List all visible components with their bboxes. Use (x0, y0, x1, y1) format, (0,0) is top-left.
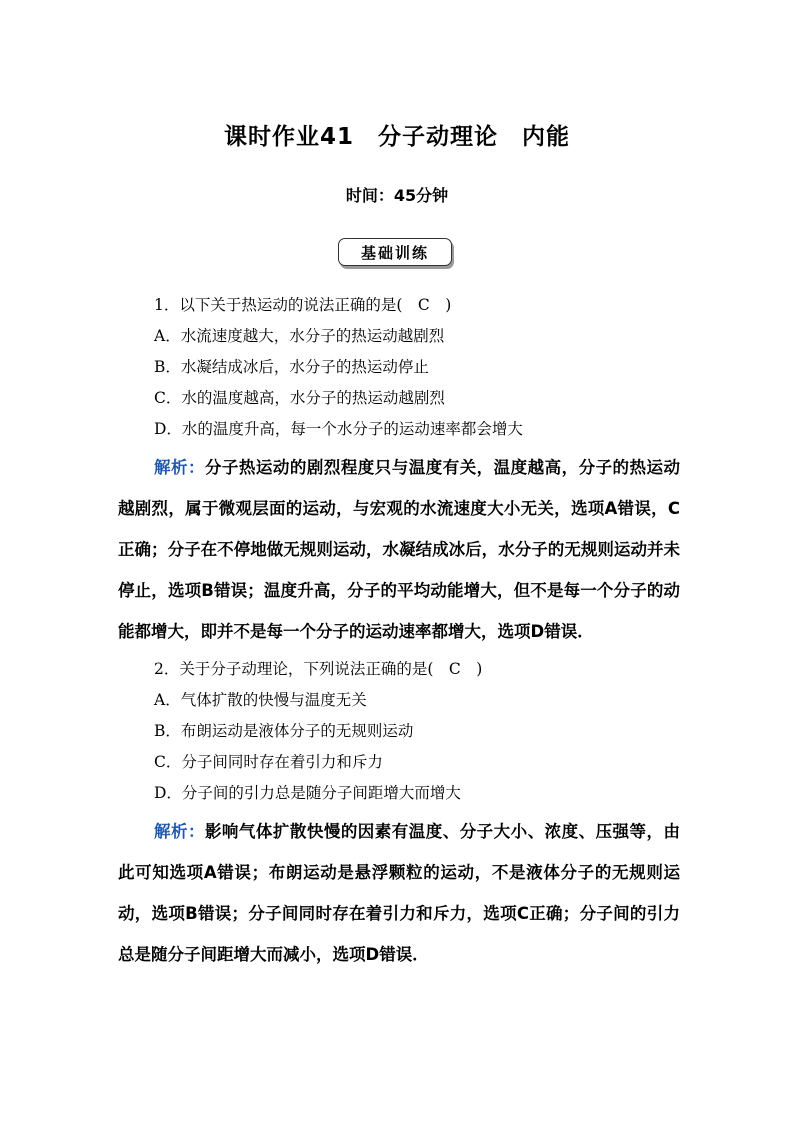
analysis (118, 447, 680, 652)
section-badge-label: 基础训练 (360, 243, 429, 262)
question-content (118, 290, 680, 977)
option-b: B．水凝结成冰后，水分子的热运动停止 (154, 358, 429, 376)
question-stem: 1．以下关于热运动的说法正确的是( C ) (154, 296, 452, 314)
time-limit: 时间：45分钟 (345, 186, 449, 205)
analysis-label: 解析： (154, 458, 205, 477)
question-stem: 2．关于分子动理论，下列说法正确的是( C ) (154, 660, 483, 678)
option-c: C．水的温度越高，水分子的热运动越剧烈 (154, 389, 445, 407)
analysis-text: 影响气体扩散快慢的因素有温度、分子大小、浓度、压强等，由此可知选项A错误；布朗运动是悬浮颗粒的运动，不是液体分子的无规则运动，选项B错误；分子间同时存在着引力和斥力，选项C正确；分子间的引力总是随分子间距增大而减小，选项D错误． (118, 822, 681, 964)
question-1 (118, 290, 680, 652)
question-2 (118, 654, 680, 975)
page-title: 课时作业41 分子动理论 内能 (223, 124, 570, 150)
option-c: C．分子间同时存在着引力和斥力 (154, 753, 383, 771)
analysis-text: 分子热运动的剧烈程度只与温度有关，温度越高，分子的热运动越剧烈，属于微观层面的运动，与宏观的水流速度大小无关，选项A错误，C正确；分子在不停地做无规则运动，水凝结成冰后，水分子的无规则运动并未停止，选项B错误；温度升高，分子的平均动能增大，但不是每一个分子的动能都增大，即并不是每一个分子的运动速率都增大，选项D错误． (118, 458, 681, 641)
section-badge (338, 238, 452, 266)
option-a: A．水流速度越大，水分子的热运动越剧烈 (154, 327, 445, 345)
option-d: D．分子间的引力总是随分子间距增大而增大 (154, 784, 461, 802)
analysis-label: 解析： (154, 822, 205, 841)
option-b: B．布朗运动是液体分子的无规则运动 (154, 722, 414, 740)
option-d: D．水的温度升高，每一个水分子的运动速率都会增大 (154, 420, 523, 438)
analysis (118, 811, 680, 975)
option-a: A．气体扩散的快慢与温度无关 (154, 691, 367, 709)
